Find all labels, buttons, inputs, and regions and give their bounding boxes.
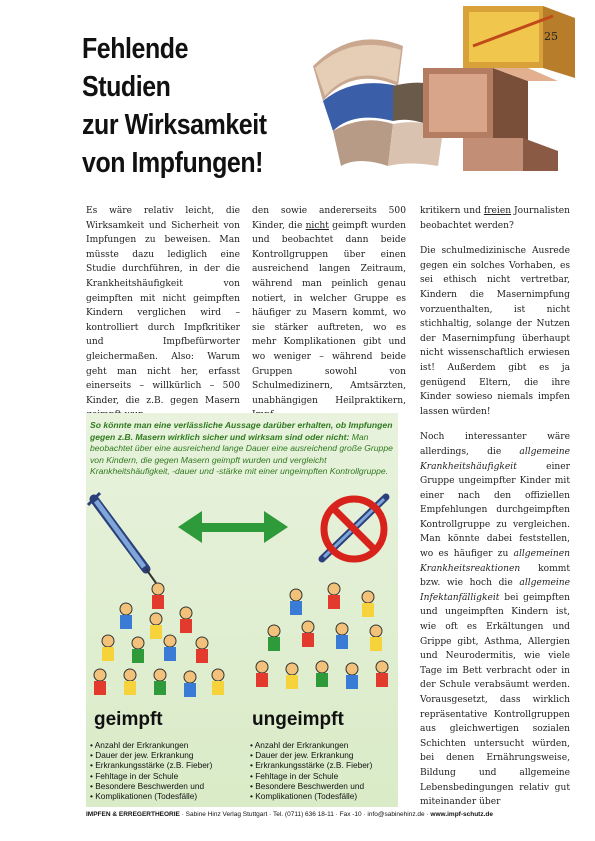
photo-collage	[293, 6, 581, 171]
footer-info: · Sabine Hinz Verlag Stuttgart · Tel. (0711) 636 18-11 · Fax -10 · info@sabinehinz.de ·	[179, 811, 431, 818]
list-item: • Komplikationen (Todesfälle)	[250, 791, 400, 801]
col3-p3-a: Noch interessanter wäre allerdings, die	[420, 432, 570, 457]
unvaccinated-criteria-list	[250, 740, 400, 801]
col2-underlined-nicht: nicht	[305, 220, 329, 231]
col3-paragraph-1	[420, 204, 570, 233]
unvaccinated-children-group	[256, 583, 388, 689]
list-item: • Erkrankungsstärke (z.B. Fieber)	[250, 760, 400, 770]
col3-p3-d: bei geimpften und ungeimpften Kindern ist, wie oft es Erkältungen und Grippe gibt, Asthma, Allergien und Neurodermitis, wie viele Tage im Bett verbracht oder in der Schule verabsäumt werden. Vorausgesetzt, dass wirklich repräsentative Kontrollgruppen aus gleichwertigen sozialen Schichten untersucht würden, bei denen Ernährungsweise, Bildung und allgemeine Lebensbedingungen relativ gut miteinander über	[420, 592, 570, 808]
list-item: • Komplikationen (Todesfälle)	[90, 791, 240, 801]
syringe-icon	[88, 493, 156, 583]
list-item: • Dauer der jew. Erkrankung	[90, 750, 240, 760]
vaccinated-criteria-list	[90, 740, 240, 801]
text-column-2	[252, 204, 406, 434]
footer-brand: IMPFEN & ERREGERTHEORIE	[86, 811, 180, 818]
label-unvaccinated: ungeimpft	[252, 709, 344, 730]
col3-underlined-freien: freien	[483, 206, 512, 216]
list-item: • Fehltage in der Schule	[250, 771, 400, 781]
col3-p3-b: einer Gruppe ungeimpfter Kinder mit einer nach den offiziellen Empfehlungen durchgeimpften Kontrollgruppe zu vergleichen. Man könnte dabei feststellen, wo es häufiger zu	[420, 461, 570, 560]
title-line-3: von Impfungen!	[82, 147, 264, 179]
footer-website-link[interactable]: www.impf-schutz.de	[430, 811, 493, 818]
list-item: • Fehltage in der Schule	[90, 771, 240, 781]
col2-text-b: geimpft wurden und beobachtet dann beide Kontrollgruppen über einen ausreichend langen Zeitraum, während man peinlich genau notiert, in welcher Gruppe es häufiger zu Masern kommt, wo sie stärker auftreten, wo es mehr Komplikationen gibt und wo weniger – während beide Gruppen sowohl von Schulmedizinern, Amtsärzten, unabhängigen Heilpraktikern,	[252, 220, 406, 406]
col3-p1-b: Journalisten beobachtet werden?	[420, 206, 570, 231]
col3-p1-a: kritikern und	[420, 206, 484, 216]
col1-paragraph-1: Es wäre relativ leicht, die Wirksamkeit und Sicherheit von Impfungen zu beweisen. Man müsste dazu lediglich eine Studie durchführen, in der die Krankheitshäufigkeit von geimpften mit nicht geimpften Kindern verglichen wird – kontrolliert durch Impfkritiker und Impfbefürworter gleichermaßen. Also: Warum geht man nicht her, erfasst einerseits – willkürlich – 500 Kinder, die z.B. gegen Masern	[86, 206, 240, 406]
col3-paragraph-3	[420, 430, 570, 809]
col2-text-a: den sowie andererseits 500 Kinder, die	[252, 206, 406, 231]
label-vaccinated: geimpft	[94, 709, 163, 730]
double-arrow-icon	[178, 511, 288, 543]
list-item: • Besondere Beschwerden und	[90, 781, 240, 791]
text-column-1	[86, 204, 240, 434]
col3-p3-em1: allgemeine Krankheitshäufigkeit	[420, 446, 570, 472]
info-box-text	[90, 420, 394, 478]
list-item: • Besondere Beschwerden und	[250, 781, 400, 791]
col3-p3-em2: allgemeinen Krankheitsreaktionen	[420, 549, 570, 574]
title-line-1: Fehlende Studien	[82, 33, 189, 103]
list-item: • Erkrankungsstärke (z.B. Fieber)	[90, 760, 240, 770]
info-box-body: Man beobachtet über eine ausreichend lange Dauer eine ausreichend große Gruppe von Kindern, die gegen Masern geimpft wurden und vergleicht Krankheitshäufigkeit, -dauer und -stärke mit einer ungeimpften Kontrollgruppe.	[90, 431, 393, 476]
list-item: • Anzahl der Erkrankungen	[250, 740, 400, 750]
info-box	[86, 413, 398, 807]
page-footer	[86, 811, 576, 818]
col3-p3-c: kommt bzw. wie hoch die	[420, 563, 570, 589]
title-line-2: zur Wirksamkeit	[82, 109, 267, 141]
no-vaccine-icon	[322, 497, 386, 559]
list-item: • Dauer der jew. Erkrankung	[250, 750, 400, 760]
col2-paragraph-1	[252, 204, 406, 423]
vaccinated-children-group	[94, 583, 224, 697]
col3-paragraph-2: Die schulmedizinische Ausrede gegen ein solches Vorhaben, es sei ethisch nicht vertretbar, Kindern die Masernimpfung vorzuenthalten, ist nicht stichhaltig, solange der Nutzen der Masernimpfung überhaupt nicht wissenschaftlich erwiesen ist! Außerdem gibt es ja genügend Eltern, die ihre Kinder sowieso niemals impfen lassen würden!	[420, 246, 570, 417]
comparison-illustration	[86, 491, 398, 721]
list-item: • Anzahl der Erkrankungen	[90, 740, 240, 750]
page-number: 25	[544, 30, 558, 43]
col3-p3-em3: allgemeine Infektanfälligkeit	[420, 578, 570, 603]
page-title	[82, 30, 271, 182]
info-box-headline: So könnte man eine verlässliche Aussage darüber erhalten, ob Impfungen gegen z.B. Masern wirklich sicher und wirksam sind oder nicht:	[90, 420, 393, 442]
text-column-3	[420, 204, 570, 821]
